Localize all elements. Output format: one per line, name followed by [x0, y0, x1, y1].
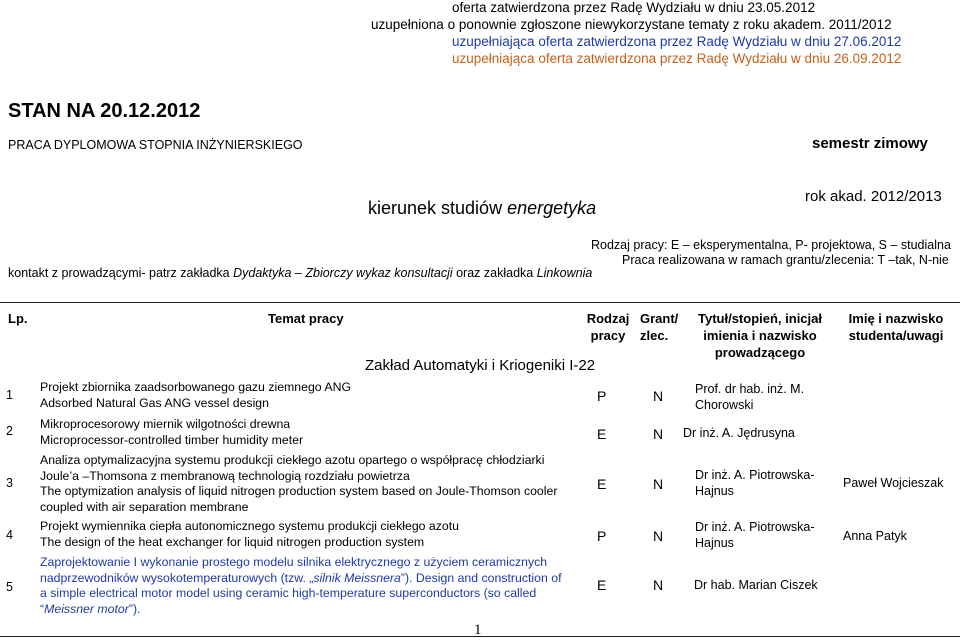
row-1-lp: 1 [6, 388, 13, 402]
row-3-type: E [597, 476, 607, 492]
row-3-topic [40, 453, 570, 515]
contact-text: kontakt z prowadzącymi- patrz zakładka [8, 266, 234, 280]
row-1-topic [40, 380, 560, 411]
row-4-topic [40, 519, 560, 550]
row-3-student: Paweł Wojcieszak [843, 476, 944, 490]
academic-year-label: rok akad. 2012/2013 [805, 188, 942, 205]
col-header-tytul: Tytuł/stopień, inicjał imienia i nazwisko prowadzącego [698, 311, 822, 360]
row-3-topic-en: The optymization analysis of liquid nitrogen production system based on Joule-Thomson cooler coupled with air separation membrane [40, 484, 558, 514]
row-5-supervisor: Dr hab. Marian Ciszek [694, 578, 818, 592]
col-header-lp: Lp. [8, 311, 28, 326]
row-1-supervisor: Prof. dr hab. inż. M. Chorowski [695, 382, 805, 412]
row-4-type: P [597, 528, 607, 544]
row-5-topic [40, 555, 565, 617]
col-header-temat: Temat pracy [268, 311, 344, 326]
row-2-grant: N [653, 426, 664, 442]
row-3-supervisor: Dr inż. A. Piotrowska-Hajnus [695, 468, 815, 498]
col-header-student: Imię i nazwisko studenta/uwagi [848, 311, 944, 343]
work-type-legend: Rodzaj pracy: E – eksperymentalna, P- projektowa, S – studialna [591, 238, 951, 252]
row-2-lp: 2 [6, 424, 13, 438]
col-header-grant: Grant/ zlec. [640, 311, 679, 343]
contact-dash: – [291, 266, 306, 280]
contact-link-dydaktyka[interactable]: Dydaktyka [233, 266, 292, 280]
contact-info [8, 266, 592, 280]
contact-link-wykaz[interactable]: Zbiorczy wykaz konsultacji [305, 266, 453, 280]
grant-legend: Praca realizowana w ramach grantu/zlecenia: T –tak, N-nie [622, 253, 949, 267]
row-1-topic-en: Adsorbed Natural Gas ANG vessel design [40, 395, 269, 410]
row-2-type: E [597, 426, 607, 442]
department-section: Zakład Automatyki i Kriogeniki I-22 [365, 357, 596, 374]
row-4-topic-en: The design of the heat exchanger for liquid nitrogen production system [40, 534, 425, 549]
field-of-study-name: energetyka [507, 198, 597, 218]
row-5-grant: N [653, 577, 664, 593]
row-5-topic-en-em: Meissner motor [44, 601, 129, 616]
table-top-rule [0, 302, 960, 303]
row-3-topic-pl: Analiza optymalizacyjna systemu produkcji ciekłego azotu opartego o współpracę chłodziarki Joule’a –Thomsona z membranową technologią rozdziału powietrza [40, 453, 545, 483]
row-4-supervisor: Dr inż. A. Piotrowska-Hajnus [695, 520, 815, 550]
row-4-student: Anna Patyk [843, 529, 907, 543]
row-2-topic-en: Microprocessor-controlled timber humidity meter [40, 432, 304, 447]
row-2-topic-pl: Mikroprocesorowy miernik wilgotności drewna [40, 417, 291, 431]
contact-link-linkownia[interactable]: Linkownia [536, 266, 593, 280]
thesis-type-heading: PRACA DYPLOMOWA STOPNIA INŻYNIERSKIEGO [8, 138, 303, 152]
row-4-lp: 4 [6, 528, 13, 542]
semester-label: semestr zimowy [812, 135, 928, 152]
row-1-type: P [597, 388, 607, 404]
header-line-2: uzupełniona o ponownie zgłoszone niewykorzystane tematy z roku akadem. 2011/2012 [371, 17, 892, 32]
page-number: 1 [474, 622, 482, 638]
header-line-1: oferta zatwierdzona przez Radę Wydziału w dniu 23.05.2012 [452, 0, 816, 15]
row-5-topic-en-a: Design and construction of a simple electrical motor model using ceramic high-temperature superconductors (so called “ [40, 570, 562, 616]
header-line-4: uzupełniająca oferta zatwierdzona przez Radę Wydziału w dniu 26.09.2012 [452, 51, 902, 66]
row-5-lp: 5 [6, 580, 13, 594]
row-4-topic-pl: Projekt wymiennika ciepła autonomicznego systemu produkcji ciekłego azotu [40, 519, 459, 533]
row-1-topic-pl: Projekt zbiornika zaadsorbowanego gazu ziemnego ANG [40, 380, 352, 394]
row-5-topic-pl-em: silnik Meissnera [313, 570, 401, 585]
row-3-lp: 3 [6, 476, 13, 490]
page-title: STAN NA 20.12.2012 [8, 100, 201, 122]
row-2-supervisor: Dr inż. A. Jędrusyna [683, 426, 795, 440]
row-1-grant: N [653, 388, 664, 404]
contact-text-2: oraz zakładka [452, 266, 537, 280]
row-4-grant: N [653, 528, 664, 544]
row-5-topic-en-b: ”). [128, 601, 141, 616]
col-header-rodzaj: Rodzaj pracy [586, 311, 630, 343]
row-2-topic [40, 417, 560, 448]
row-5-topic-pl-a: Zaprojektowanie I wykonanie prostego modelu silnika elektrycznego z użyciem ceramicznych nadprzewodników wysokotemperaturowych (tzw. „ [40, 555, 548, 585]
row-5-type: E [597, 577, 607, 593]
field-of-study-prefix: kierunek studiów [368, 198, 508, 218]
field-of-study [368, 198, 596, 219]
header-line-3: uzupełniająca oferta zatwierdzona przez Radę Wydziału w dniu 27.06.2012 [452, 34, 902, 49]
row-3-grant: N [653, 476, 664, 492]
row-5-topic-pl-b: ”). [400, 570, 413, 585]
